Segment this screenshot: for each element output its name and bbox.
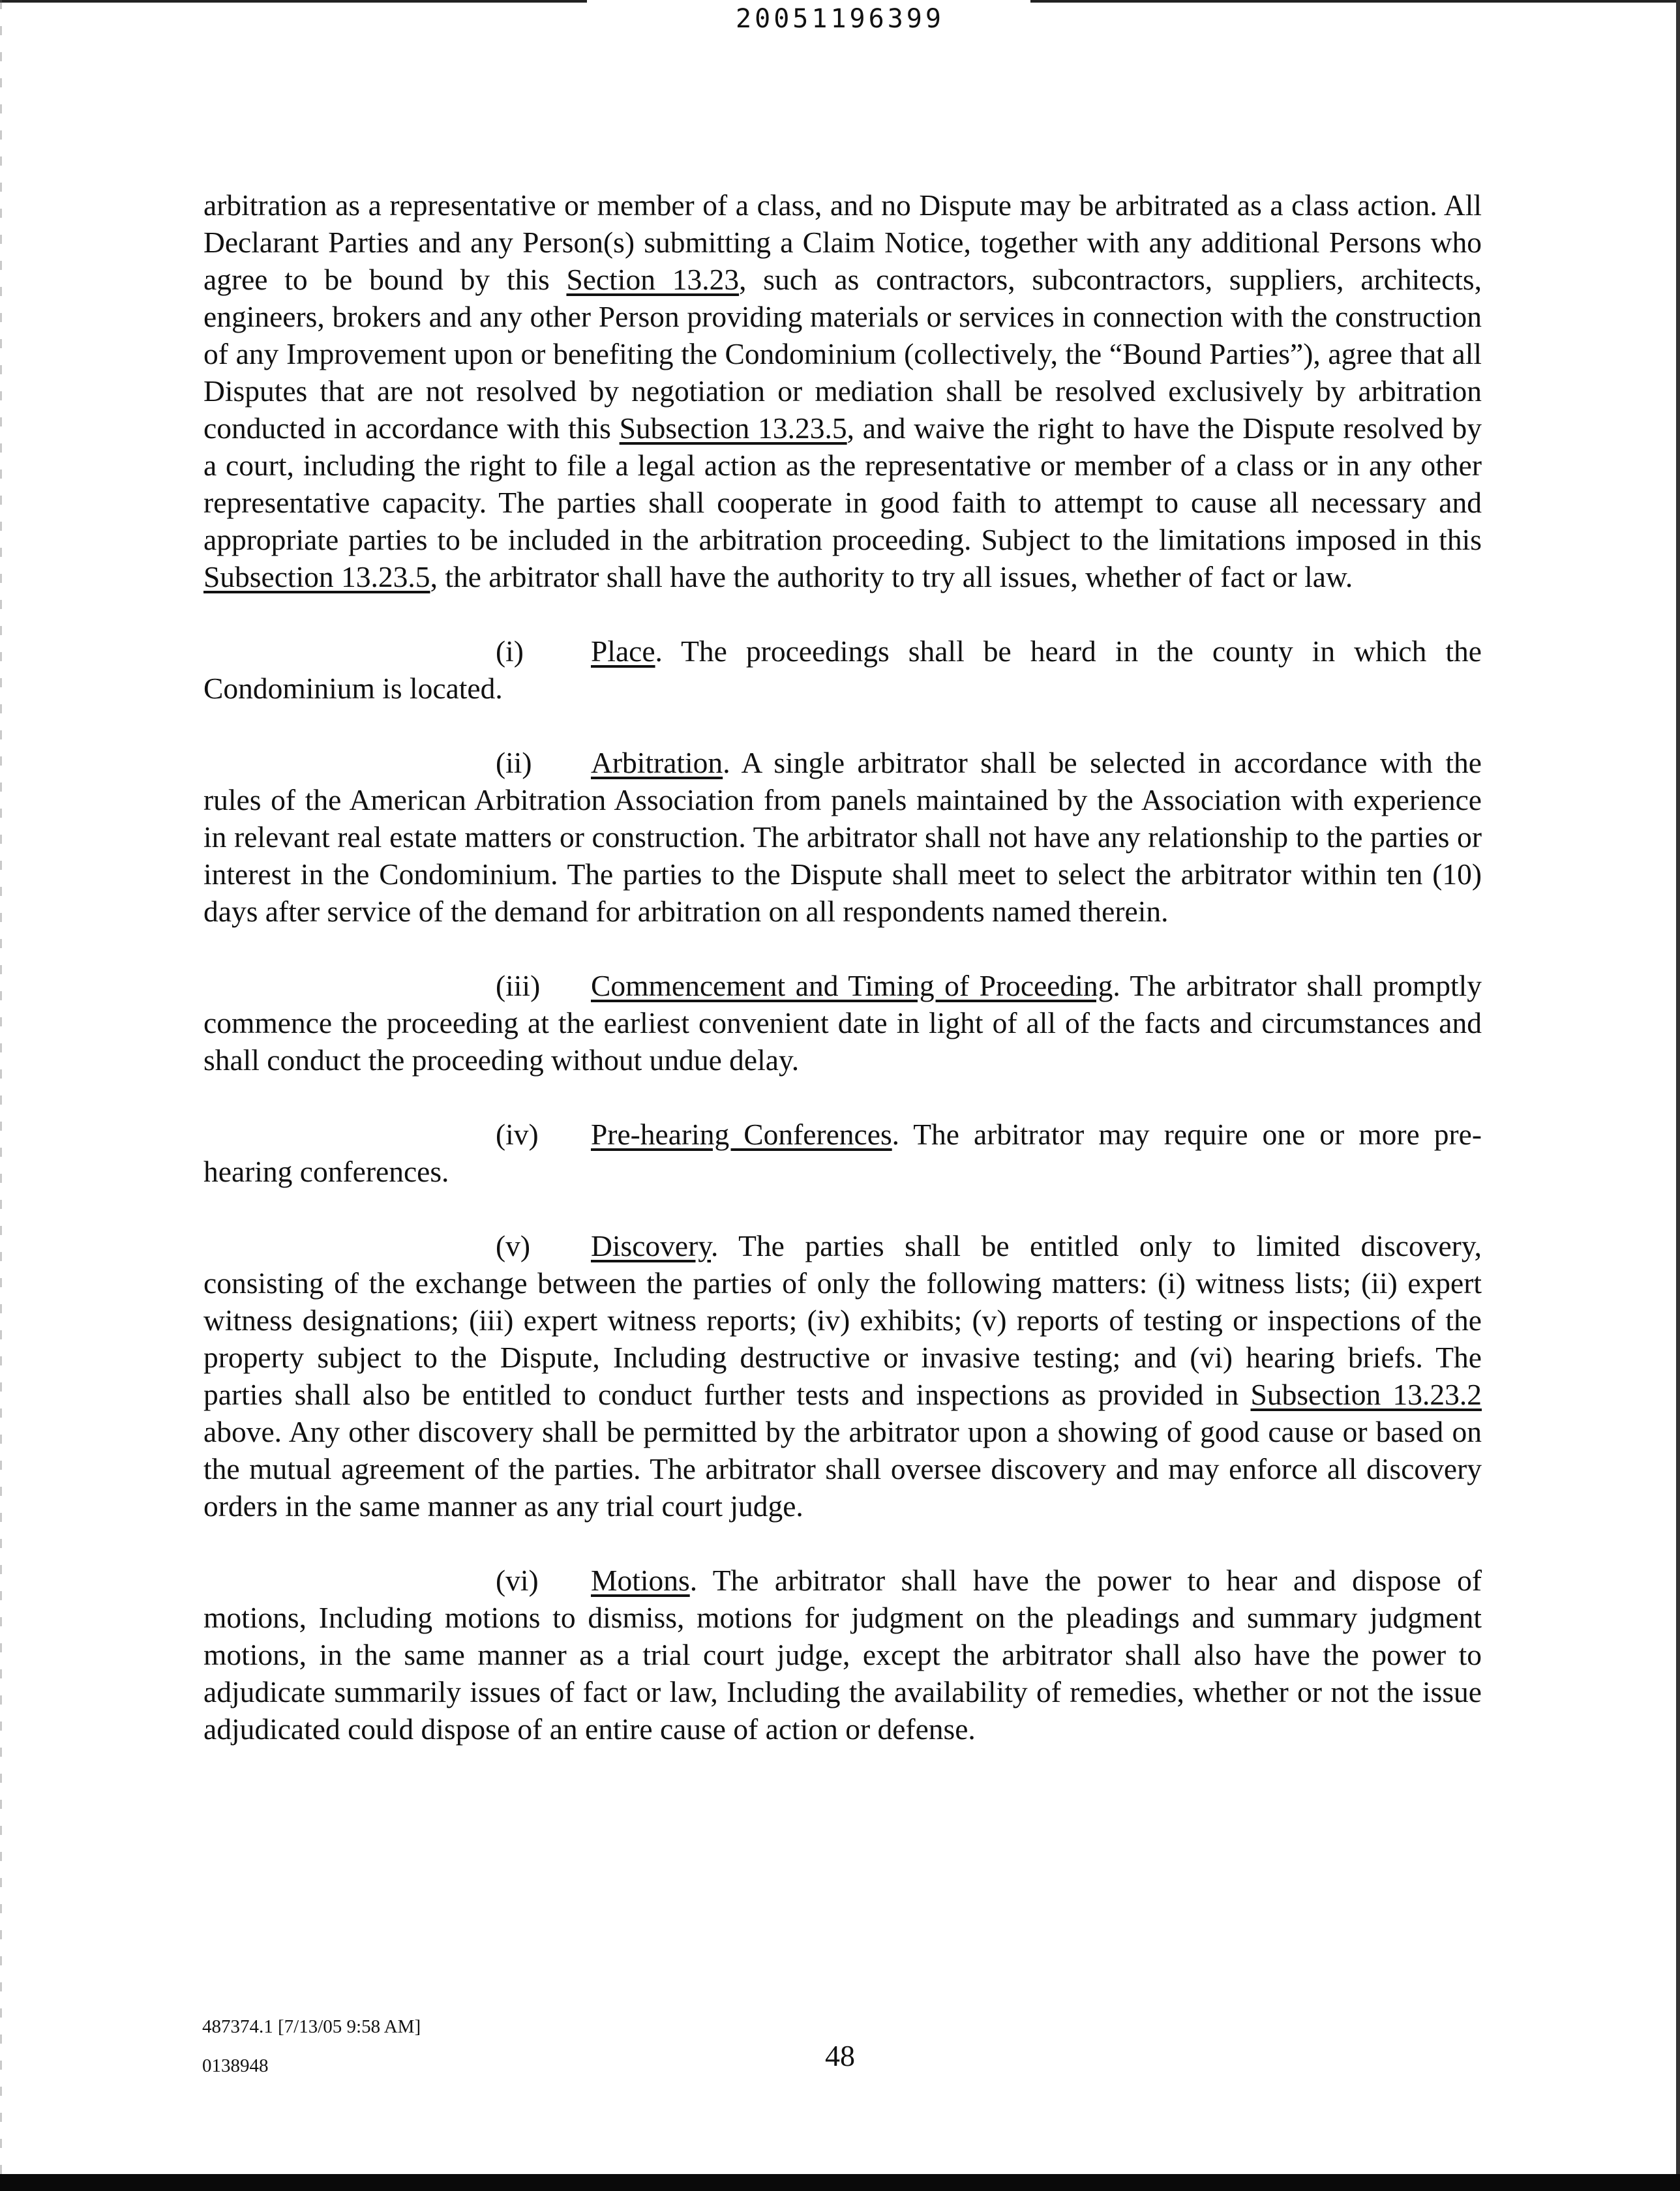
subsection-number: (i) (496, 634, 524, 668)
footer-client-number: 0138948 (202, 2055, 269, 2076)
section-reference: Section 13.23 (566, 263, 740, 296)
subsection-heading: Commencement and Timing of Proceeding (591, 969, 1113, 1002)
subsection-arbitration (203, 744, 1482, 930)
subsection-text: . A single arbitrator shall be selected in accordance with the rules of the American Arbitration Association from panels maintained by the Association with experience in relevant real estate matters or construction. The arbitrator shall not have any relationship to the parties or interest in the Condominium. The parties to the Dispute shall meet to select the arbitrator within ten (10) days after service of the demand for arbitration on all respondents named therein. (203, 746, 1482, 928)
footer-doc-id: 487374.1 [7/13/05 9:58 AM] (202, 2016, 421, 2037)
subsection-commencement (203, 967, 1482, 1079)
subsection-heading: Pre-hearing Conferences (591, 1118, 892, 1151)
intro-paragraph (203, 186, 1482, 595)
subsection-reference: Subsection 13.23.2 (1250, 1378, 1482, 1411)
intro-text-3: , and waive the right to have the Dispute resolved by a court, including the right to file a legal action as the representative or member of a class or in any other representative capacity. The parties shall cooperate in good faith to attempt to cause all necessary and appropriate parties to be included in the arbitration proceeding. Subject to the limitations imposed in this (203, 411, 1482, 556)
recording-document-number: 20051196399 (736, 4, 944, 34)
intro-text-4: , the arbitrator shall have the authority to try all issues, whether of fact or law. (430, 560, 1353, 593)
subsection-text: above. Any other discovery shall be permitted by the arbitrator upon a showing of good cause or based on the mutual agreement of the parties. The arbitrator shall oversee discovery and may enforce all discovery orders in the same manner as any trial court judge. (203, 1415, 1482, 1523)
subsection-reference: Subsection 13.23.5 (203, 560, 430, 593)
subsection-heading: Place (591, 634, 655, 668)
subsection-heading: Arbitration (591, 746, 723, 779)
subsection-discovery (203, 1227, 1482, 1525)
subsection-heading: Motions (591, 1564, 690, 1597)
subsection-text: . The proceedings shall be heard in the county in which the Condominium is located. (203, 634, 1482, 705)
subsection-number: (iv) (496, 1118, 539, 1151)
subsection-place (203, 633, 1482, 707)
document-body (203, 186, 1482, 1785)
page-number: 48 (825, 2039, 855, 2072)
scan-bottom-bar (0, 2174, 1680, 2191)
subsection-reference: Subsection 13.23.5 (619, 411, 847, 445)
subsection-heading: Discovery (591, 1229, 712, 1262)
subsection-text: . The arbitrator shall promptly commence the proceeding at the earliest convenient date in light of all of the facts and circumstances and shall conduct the proceeding without undue delay. (203, 969, 1482, 1077)
intro-text-2: , such as contractors, subcontractors, suppliers, architects, engineers, brokers and any other Person providing materials or services in connection with the construction of any Improvement upon or benefiting the Condominium (collectively, the “Bound Parties”), agree that all Disputes that are not resolved by negotiation or mediation shall be resolved exclusively by arbitration conducted in accordance with this (203, 263, 1482, 445)
subsection-number: (iii) (496, 969, 541, 1002)
subsection-text: . The arbitrator shall have the power to hear and dispose of motions, Including motions to dismiss, motions for judgment on the pleadings and summary judgment motions, in the same manner as a trial court judge, except the arbitrator shall also have the power to adjudicate summarily issues of fact or law, Including the availability of remedies, whether or not the issue adjudicated could dispose of an entire cause of action or defense. (203, 1564, 1482, 1746)
subsection-number: (vi) (496, 1564, 539, 1597)
subsection-pre-hearing (203, 1116, 1482, 1190)
scan-top-rule-right (1030, 0, 1680, 3)
scan-top-rule-left (0, 0, 587, 3)
scan-left-edge (0, 0, 2, 2178)
subsection-text: . The arbitrator may require one or more pre-hearing conferences. (203, 1118, 1482, 1188)
subsection-number: (v) (496, 1229, 531, 1262)
subsection-number: (ii) (496, 746, 532, 779)
subsection-motions (203, 1562, 1482, 1748)
subsection-text: . The parties shall be entitled only to limited discovery, consisting of the exchange between the parties of only the following matters: (i) witness lists; (ii) expert witness designations; (iii) expert witness reports; (iv) exhibits; (v) reports of testing or inspections of the property subject to the Dispute, Including destructive or invasive testing; and (vi) hearing briefs. The parties shall also be entitled to conduct further tests and inspections as provided in (203, 1229, 1482, 1411)
scan-right-edge (1676, 0, 1680, 2191)
intro-text-1: arbitration as a representative or member of a class, and no Dispute may be arbitrated as a class action. All Declarant Parties and any Person(s) submitting a Claim Notice, together with any additional Persons who agree to be bound by this (203, 188, 1482, 296)
